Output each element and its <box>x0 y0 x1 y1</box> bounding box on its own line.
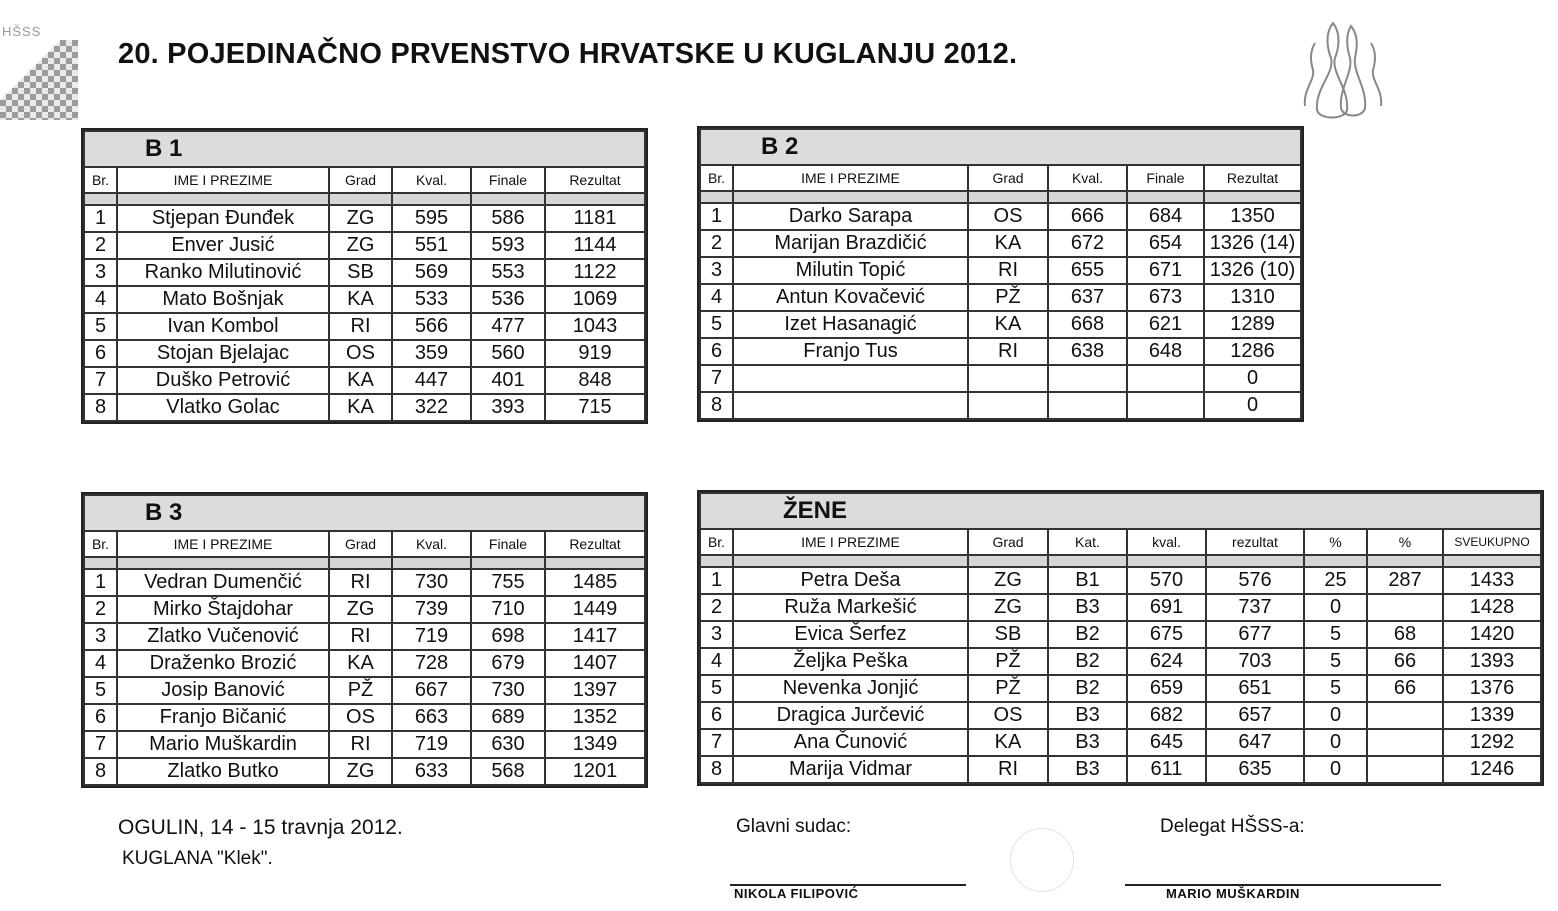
col-kval: Kval. <box>1048 165 1127 191</box>
table-row: 3 Milutin Topić RI 655 671 1326 (10) <box>700 257 1301 284</box>
table-row: 4 Draženko Brozić KA 728 679 1407 <box>84 650 645 677</box>
table-row: 5 Josip Banović PŽ 667 730 1397 <box>84 677 645 704</box>
table-row: 7 0 <box>700 365 1301 392</box>
col-rezultat: Rezultat <box>545 167 645 193</box>
table-row: 4 Željka Peška PŽ B2 624 703 5 66 1393 <box>700 648 1541 675</box>
col-name: IME I PREZIME <box>733 529 968 555</box>
table-row: 6 Stojan Bjelajac OS 359 560 919 <box>84 340 645 367</box>
col-br: Br. <box>84 167 117 193</box>
hsss-logo <box>0 10 80 120</box>
table-row: 7 Duško Petrović KA 447 401 848 <box>84 367 645 394</box>
table-row: 1 Vedran Dumenčić RI 730 755 1485 <box>84 569 645 596</box>
table-row: 1 Stjepan Đunđek ZG 595 586 1181 <box>84 205 645 232</box>
table-row: 1 Darko Sarapa OS 666 684 1350 <box>700 203 1301 230</box>
table-b2 <box>697 126 1304 422</box>
table-row: 8 Marija Vidmar RI B3 611 635 0 1246 <box>700 756 1541 783</box>
col-grad: Grad <box>968 529 1048 555</box>
table-row: 6 Dragica Jurčević OS B3 682 657 0 1339 <box>700 702 1541 729</box>
col-finale: Finale <box>1127 165 1204 191</box>
table-row: 2 Ruža Markešić ZG B3 691 737 0 1428 <box>700 594 1541 621</box>
col-percent-1: % <box>1304 529 1367 555</box>
judge-name: NIKOLA FILIPOVIĆ <box>734 886 859 901</box>
page-title: 20. POJEDINAČNO PRVENSTVO HRVATSKE U KUGLANJU 2012. <box>118 38 1018 70</box>
zene-header-row <box>700 529 1541 555</box>
col-br: Br. <box>700 165 733 191</box>
col-br: Br. <box>700 529 733 555</box>
table-row: 3 Evica Šerfez SB B2 675 677 5 68 1420 <box>700 621 1541 648</box>
col-kval: Kval. <box>392 531 471 557</box>
col-kval: Kval. <box>392 167 471 193</box>
col-rezultat: Rezultat <box>545 531 645 557</box>
table-row: 2 Marijan Brazdičić KA 672 654 1326 (14) <box>700 230 1301 257</box>
col-name: IME I PREZIME <box>117 531 329 557</box>
table-row: 2 Mirko Štajdohar ZG 739 710 1449 <box>84 596 645 623</box>
col-kval: kval. <box>1127 529 1206 555</box>
table-row: 4 Mato Bošnjak KA 533 536 1069 <box>84 286 645 313</box>
table-row: 3 Zlatko Vučenović RI 719 698 1417 <box>84 623 645 650</box>
table-row: 7 Mario Muškardin RI 719 630 1349 <box>84 731 645 758</box>
col-finale: Finale <box>471 531 545 557</box>
b1-title: B 1 <box>145 135 183 162</box>
table-row: 2 Enver Jusić ZG 551 593 1144 <box>84 232 645 259</box>
col-name: IME I PREZIME <box>117 167 329 193</box>
bowling-pins-icon <box>1285 18 1395 123</box>
col-grad: Grad <box>329 167 392 193</box>
col-grad: Grad <box>968 165 1048 191</box>
table-row: 5 Ivan Kombol RI 566 477 1043 <box>84 313 645 340</box>
col-grad: Grad <box>329 531 392 557</box>
table-row: 8 Zlatko Butko ZG 633 568 1201 <box>84 758 645 785</box>
col-name: IME I PREZIME <box>733 165 968 191</box>
col-percent-2: % <box>1367 529 1443 555</box>
table-row: 5 Izet Hasanagić KA 668 621 1289 <box>700 311 1301 338</box>
zene-title: ŽENE <box>783 497 848 524</box>
place-date: OGULIN, 14 - 15 travnja 2012. <box>118 816 403 839</box>
col-br: Br. <box>84 531 117 557</box>
col-rezultat: rezultat <box>1206 529 1304 555</box>
table-row: 7 Ana Čunović KA B3 645 647 0 1292 <box>700 729 1541 756</box>
col-finale: Finale <box>471 167 545 193</box>
table-b1 <box>81 128 648 424</box>
col-rezultat: Rezultat <box>1204 165 1301 191</box>
table-row: 6 Franjo Tus RI 638 648 1286 <box>700 338 1301 365</box>
table-row: 6 Franjo Bičanić OS 663 689 1352 <box>84 704 645 731</box>
delegate-name: MARIO MUŠKARDIN <box>1166 886 1300 901</box>
b3-title: B 3 <box>145 499 183 526</box>
delegate-label: Delegat HŠSS-a: <box>1160 816 1305 837</box>
venue: KUGLANA "Klek". <box>122 848 273 869</box>
col-kat: Kat. <box>1048 529 1127 555</box>
b2-header-row <box>700 165 1301 191</box>
b3-header-row <box>84 531 645 557</box>
table-b3 <box>81 492 648 788</box>
table-zene <box>697 490 1544 786</box>
stamp-mark <box>1010 828 1074 892</box>
col-total: SVEUKUPNO <box>1443 529 1541 555</box>
table-row: 5 Nevenka Jonjić PŽ B2 659 651 5 66 1376 <box>700 675 1541 702</box>
table-row: 8 0 <box>700 392 1301 419</box>
table-row: 4 Antun Kovačević PŽ 637 673 1310 <box>700 284 1301 311</box>
judge-label: Glavni sudac: <box>736 816 852 837</box>
table-row: 3 Ranko Milutinović SB 569 553 1122 <box>84 259 645 286</box>
b1-header-row <box>84 167 645 193</box>
b2-title: B 2 <box>761 133 799 160</box>
table-row: 8 Vlatko Golac KA 322 393 715 <box>84 394 645 421</box>
checkerboard-logo-icon <box>0 40 80 130</box>
table-row: 1 Petra Deša ZG B1 570 576 25 287 1433 <box>700 567 1541 594</box>
logo-text: HŠSS <box>2 24 42 39</box>
